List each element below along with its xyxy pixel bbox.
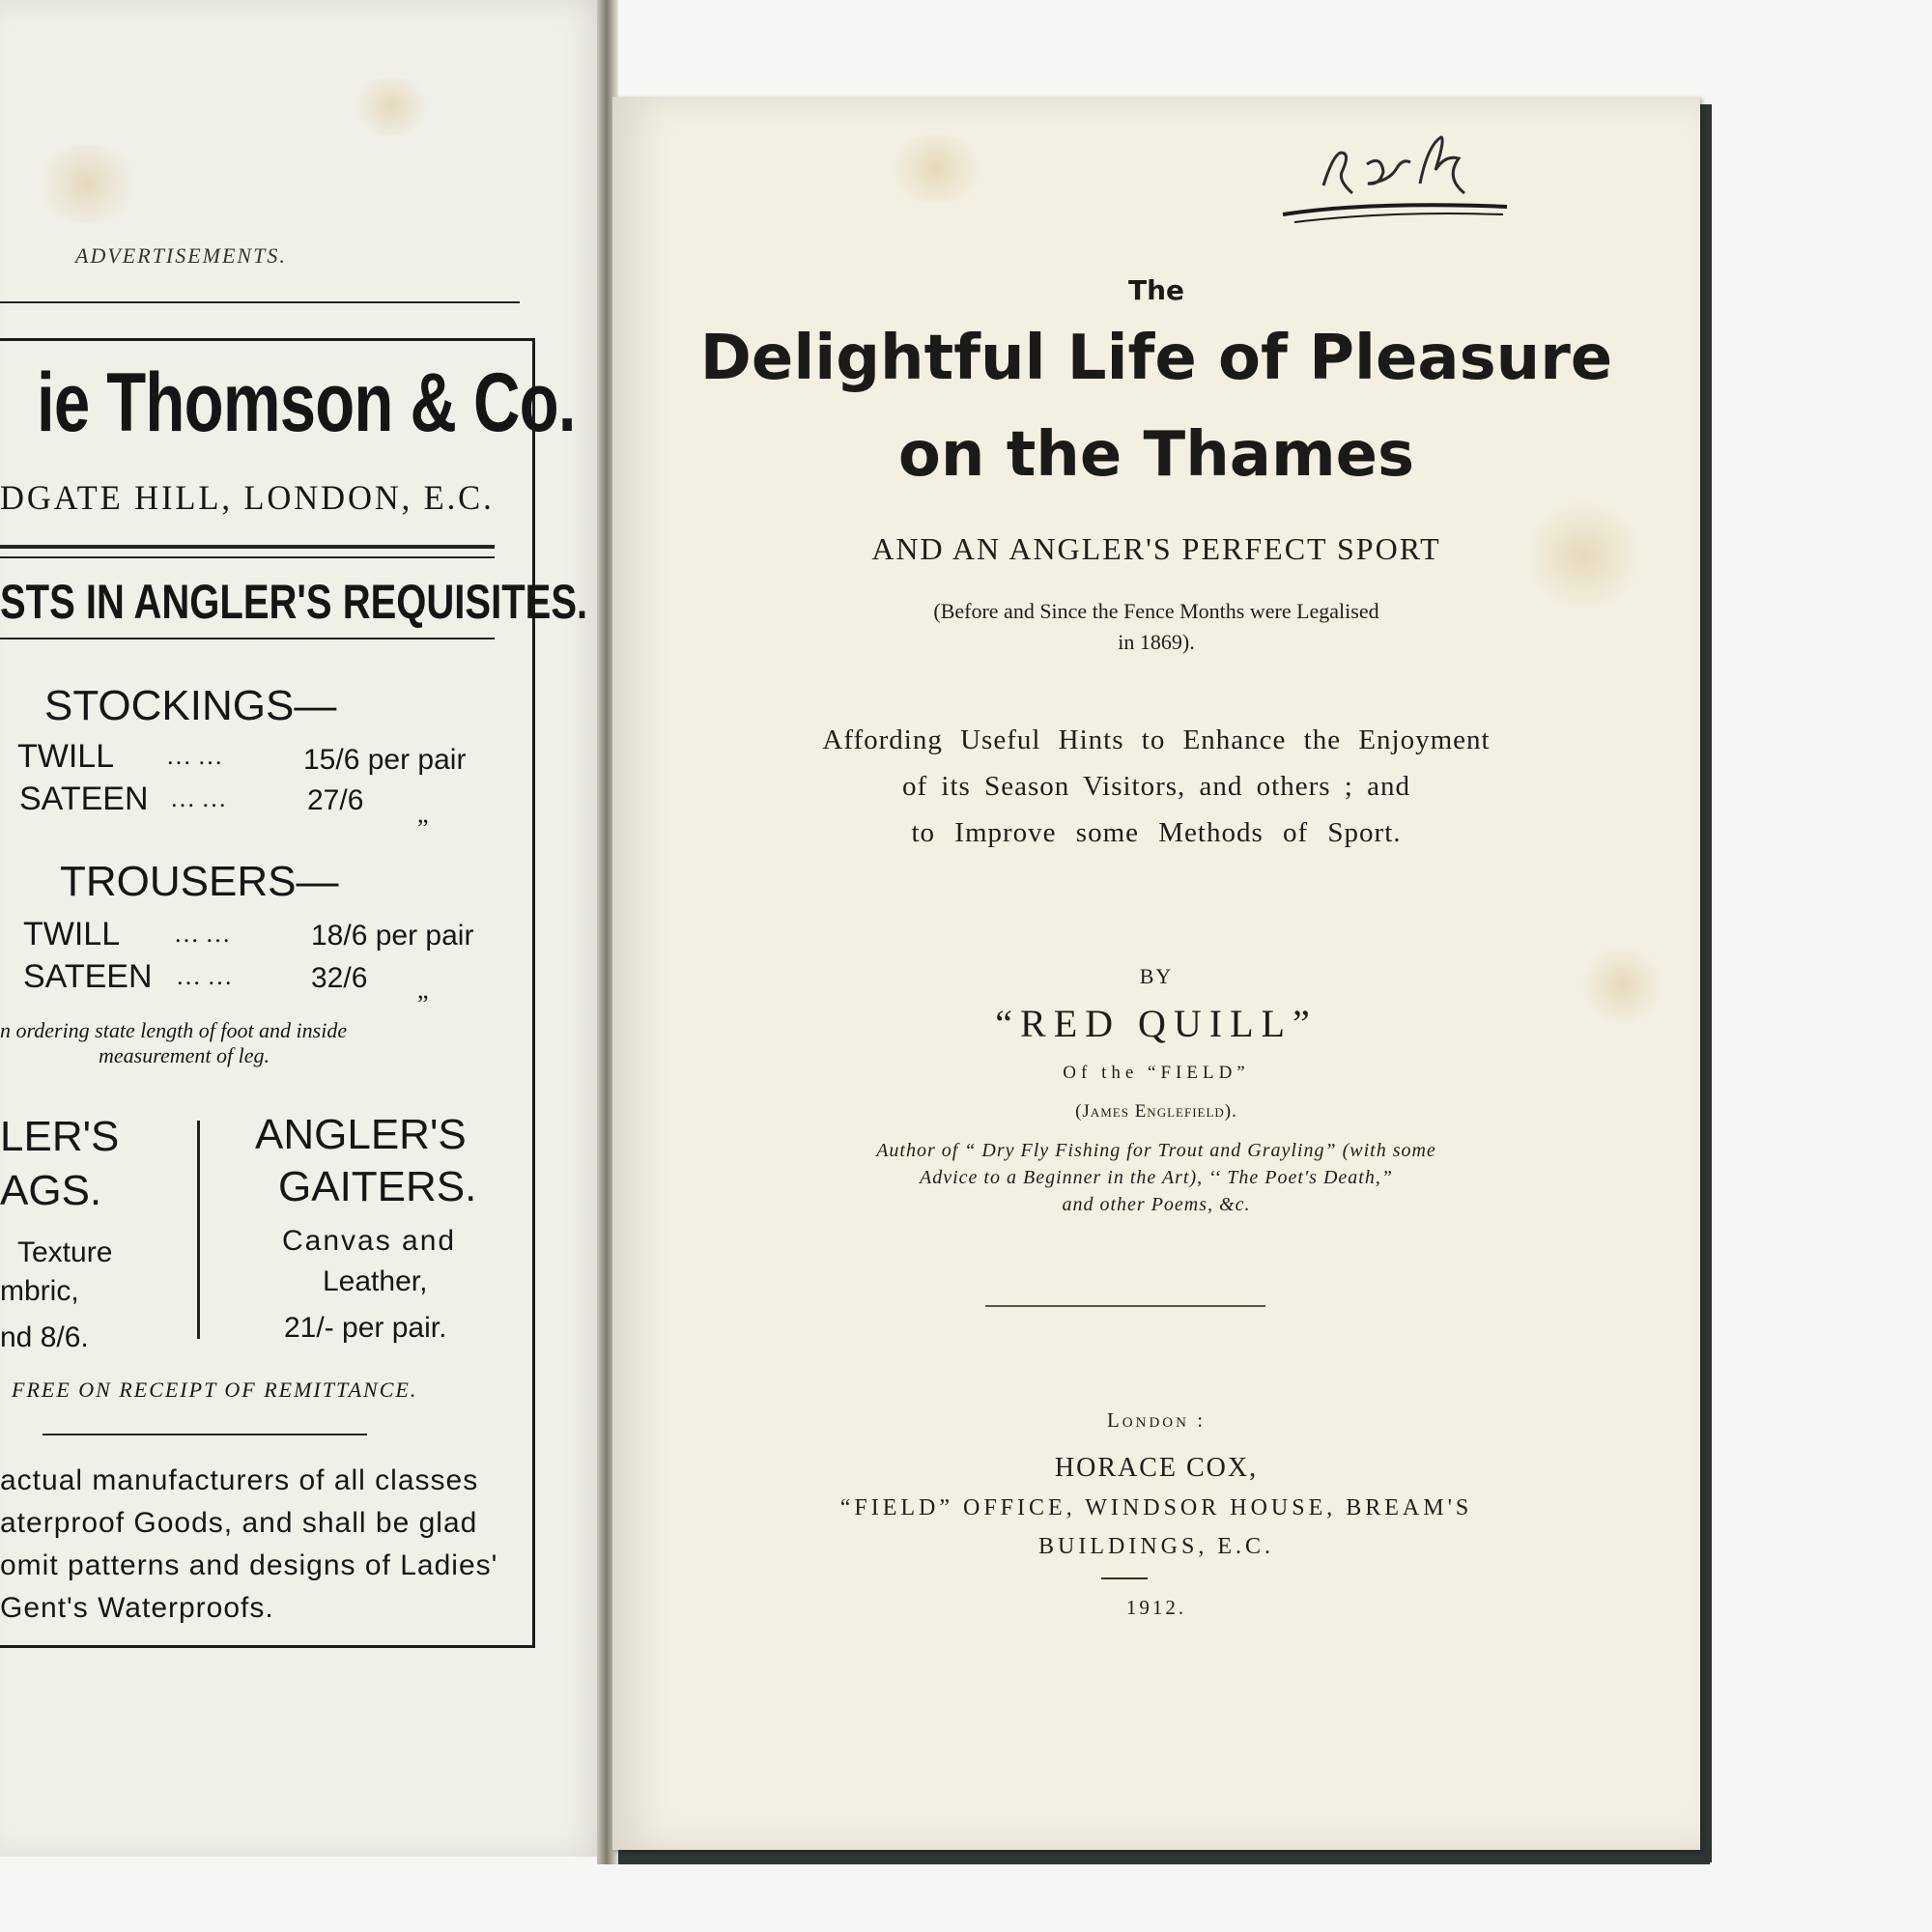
stockings-twill-price: 15/6 per pair: [303, 744, 467, 776]
imprint-office-line-2: BUILDINGS, E.C.: [1038, 1534, 1274, 1559]
imprint-year: 1912.: [1125, 1596, 1187, 1619]
free-note: FREE ON RECEIPT OF REMITTANCE.: [12, 1378, 418, 1402]
trousers-sateen-dots: … …: [176, 962, 233, 990]
of-the-field: Of the “FIELD”: [1063, 1063, 1250, 1083]
stockings-sateen-ditto: „: [417, 800, 429, 828]
foxing-stain: [348, 77, 435, 135]
foxing-stain: [883, 135, 989, 203]
title-line-2: on the Thames: [897, 419, 1415, 491]
rule-thick: [0, 545, 495, 549]
affording-line-3: to Improve some Methods of Sport.: [911, 817, 1402, 848]
stockings-heading: STOCKINGS—: [44, 682, 337, 729]
stockings-sateen-price: 27/6: [307, 784, 364, 816]
other-works-line-2: Advice to a Beginner in the Art), ‘‘ The Poet's Death,”: [920, 1167, 1393, 1188]
order-note-line-1: n ordering state length of foot and inside: [0, 1018, 348, 1042]
affording-line-1: Affording Useful Hints to Enhance the Enjoyment: [822, 724, 1491, 755]
specialty-line: STS IN ANGLER'S REQUISITES.: [0, 575, 588, 629]
other-works-line-3: and other Poems, &c.: [1062, 1194, 1251, 1215]
trousers-twill-label: TWILL: [23, 916, 121, 952]
trousers-twill-price: 18/6 per pair: [311, 920, 474, 952]
trousers-sateen-price: 32/6: [311, 962, 368, 994]
manufacturers-line-1: actual manufacturers of all classes: [0, 1464, 479, 1496]
foxing-stain: [29, 145, 145, 222]
subtitle: AND AN ANGLER'S PERFECT SPORT: [871, 531, 1441, 566]
column-divider: [197, 1121, 200, 1339]
trousers-sateen-ditto: „: [417, 976, 429, 1004]
imprint-short-rule: [1101, 1577, 1148, 1579]
title-line-1: Delightful Life of Pleasure: [699, 323, 1613, 394]
gaiters-line-3: Canvas and: [282, 1225, 457, 1257]
manufacturers-line-4: Gent's Waterproofs.: [0, 1592, 274, 1624]
imprint-office-line-1: “FIELD” OFFICE, WINDSOR HOUSE, BREAM'S: [839, 1495, 1473, 1520]
bags-line-5: nd 8/6.: [0, 1321, 89, 1353]
author-real-name: (James Englefield).: [1075, 1101, 1237, 1122]
order-note-line-2: measurement of leg.: [99, 1043, 270, 1067]
other-works-line-1: Author of “ Dry Fly Fishing for Trout and Grayling” (with some: [876, 1140, 1436, 1161]
gaiters-line-2: GAITERS.: [278, 1163, 477, 1210]
bags-line-1: LER'S: [0, 1113, 120, 1160]
gaiters-line-1: ANGLER'S: [255, 1111, 467, 1158]
gaiters-line-5: 21/- per pair.: [284, 1312, 447, 1344]
stockings-sateen-dots: … …: [170, 784, 227, 812]
manufacturers-line-3: omit patterns and designs of Ladies': [0, 1549, 498, 1581]
running-head: ADVERTISEMENTS.: [75, 243, 287, 268]
trousers-twill-dots: … …: [174, 920, 231, 948]
stockings-sateen-label: SATEEN: [19, 781, 149, 817]
trousers-heading: TROUSERS—: [60, 858, 339, 905]
parenthetical-line-2: in 1869).: [1118, 630, 1195, 654]
stockings-twill-dots: … …: [166, 742, 223, 770]
trousers-sateen-label: SATEEN: [23, 958, 153, 995]
short-rule: [43, 1434, 367, 1435]
firm-address: DGATE HILL, LONDON, E.C.: [0, 478, 495, 517]
left-page: [0, 0, 607, 1857]
firm-name: ie Thomson & Co.: [37, 356, 576, 449]
bags-line-2: AGS.: [0, 1167, 102, 1214]
by-label: BY: [1139, 964, 1174, 988]
bags-line-4: mbric,: [0, 1275, 79, 1307]
rule-thin: [0, 638, 495, 639]
author-pseudonym: “RED QUILL”: [995, 1002, 1318, 1045]
rule-thin: [0, 556, 495, 558]
parenthetical-line-1: (Before and Since the Fence Months were Legalised: [933, 599, 1379, 623]
head-rule: [0, 301, 520, 303]
imprint-publisher: HORACE COX,: [1054, 1453, 1259, 1483]
center-rule: [985, 1305, 1265, 1307]
signature-drawing: [1275, 126, 1526, 232]
gaiters-line-4: Leather,: [323, 1265, 428, 1297]
title-the: The: [1127, 274, 1185, 306]
affording-line-2: of its Season Visitors, and others ; and: [902, 771, 1410, 802]
manufacturers-line-2: aterproof Goods, and shall be glad: [0, 1507, 478, 1539]
imprint-london: London :: [1106, 1408, 1207, 1432]
bags-line-3: Texture: [17, 1236, 113, 1268]
stockings-twill-label: TWILL: [17, 738, 115, 775]
owner-signature: [1275, 126, 1526, 237]
